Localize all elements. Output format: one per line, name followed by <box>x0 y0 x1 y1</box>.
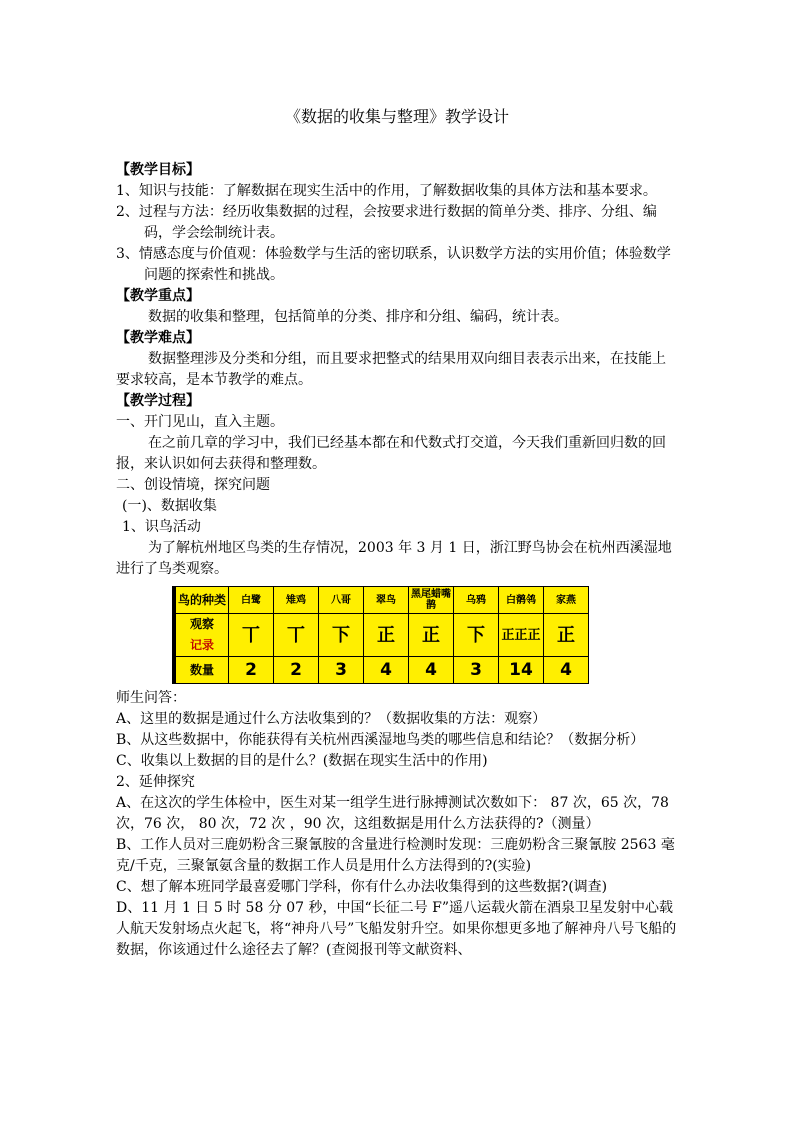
bird-observation-table <box>172 586 589 684</box>
count-cell: 14 <box>499 657 544 684</box>
tally-cell: 正 <box>364 614 409 657</box>
goal-2: 2、过程与方法：经历收集数据的过程，会按要求进行数据的简单分类、排序、分组、编码，学会绘制统计表。 <box>116 204 657 241</box>
count-cell: 2 <box>274 657 319 684</box>
extension-c: C、想了解本班同学最喜爱哪门学科，你有什么办法收集得到的这些数据?(调查) <box>116 879 608 895</box>
table-row-count <box>174 657 589 684</box>
document-title: 《数据的收集与整理》教学设计 <box>284 107 509 126</box>
goal-3: 3、情感态度与价值观：体验数学与生活的密切联系，认识数学方法的实用价值；体验数学问题的探索性和挑战。 <box>116 246 671 283</box>
tally-cell: 下 <box>454 614 499 657</box>
table-row-tally <box>174 614 589 657</box>
tally-cell: 正 <box>409 614 454 657</box>
observation-label-line-1: 观察 <box>189 617 214 631</box>
species-cell: 雉鸡 <box>274 587 319 614</box>
table-label-species: 鸟的种类 <box>174 587 229 614</box>
extension-a: A、在这次的学生体检中，医生对某一组学生进行脉搏测试次数如下： 87 次，65 次，78 次，76 次， 80 次，72 次 ，90 次，这组数据是用什么方法获得的?（测量） <box>116 795 669 832</box>
document-body <box>116 160 678 961</box>
item-1-heading: 1、识鸟活动 <box>122 519 201 535</box>
qa-c: C、收集以上数据的目的是什么？(数据在现实生活中的作用) <box>116 753 488 769</box>
step-1-heading: 一、开门见山，直入主题。 <box>116 414 284 430</box>
extension-d: D、11 月 1 日 5 时 58 分 07 秒，中国“长征二号 F”遥八运载火箭在酒泉卫星发射中心载人航天发射场点火起飞，将“神舟八号”飞船发射升空。如果你想更多地了解神舟八号飞船的数据，你该通过什么途径去了解？(查阅报刊等文献资料、 <box>116 900 677 958</box>
goal-1: 1、知识与技能：了解数据在现实生活中的作用，了解数据收集的具体方法和基本要求。 <box>116 183 657 199</box>
difficulty-heading: 【教学难点】 <box>116 330 200 346</box>
tally-cell: 下 <box>319 614 364 657</box>
table-label-count: 数量 <box>174 657 229 684</box>
qa-b: B、从这些数据中，你能获得有关杭州西溪湿地鸟类的哪些信息和结论？（数据分析） <box>116 732 645 748</box>
species-cell: 乌鸦 <box>454 587 499 614</box>
extension-b: B、工作人员对三鹿奶粉含三聚氰胺的含量进行检测时发现：三鹿奶粉含三聚氰胺 2563 毫克/千克，三聚氰氨含量的数据工作人员是用什么方法得到的?(实验) <box>116 837 675 874</box>
qa-heading: 师生问答： <box>116 690 186 706</box>
difficulty-text: 数据整理涉及分类和分组，而且要求把整式的结果用双向细目表表示出来，在技能上要求较高，是本节教学的难点。 <box>116 351 666 388</box>
step-1-text: 在之前几章的学习中，我们已经基本都在和代数式打交道，今天我们重新回归数的回报，来认识如何去获得和整理数。 <box>116 435 666 472</box>
count-cell: 2 <box>229 657 274 684</box>
table-label-observation <box>174 614 229 657</box>
count-cell: 4 <box>544 657 589 684</box>
observation-label-line-2: 记录 <box>189 638 214 652</box>
process-heading: 【教学过程】 <box>116 393 200 409</box>
tally-cell: 丅 <box>229 614 274 657</box>
tally-cell: 正 <box>544 614 589 657</box>
species-cell: 翠鸟 <box>364 587 409 614</box>
species-cell: 黑尾蜡嘴鹊 <box>409 587 454 614</box>
species-cell: 八哥 <box>319 587 364 614</box>
species-cell: 白鹡鸰 <box>499 587 544 614</box>
species-cell: 家燕 <box>544 587 589 614</box>
tally-cell: 正正正 <box>499 614 544 657</box>
step-2-heading: 二、创设情境，探究问题 <box>116 477 270 493</box>
count-cell: 3 <box>319 657 364 684</box>
item-2-heading: 2、延伸探究 <box>116 774 195 790</box>
goals-heading: 【教学目标】 <box>116 162 200 178</box>
count-cell: 4 <box>364 657 409 684</box>
key-text: 数据的收集和整理，包括简单的分类、排序和分组、编码，统计表。 <box>148 309 568 325</box>
sub-section-1: (一)、数据收集 <box>122 498 217 514</box>
species-cell: 白鹭 <box>229 587 274 614</box>
count-cell: 4 <box>409 657 454 684</box>
table-row-species <box>174 587 589 614</box>
count-cell: 3 <box>454 657 499 684</box>
tally-cell: 丅 <box>274 614 319 657</box>
qa-a: A、这里的数据是通过什么方法收集到的？（数据收集的方法：观察） <box>116 711 547 727</box>
key-heading: 【教学重点】 <box>116 288 200 304</box>
item-1-text: 为了解杭州地区鸟类的生存情况，2003 年 3 月 1 日，浙江野鸟协会在杭州西溪湿地进行了鸟类观察。 <box>116 540 672 577</box>
